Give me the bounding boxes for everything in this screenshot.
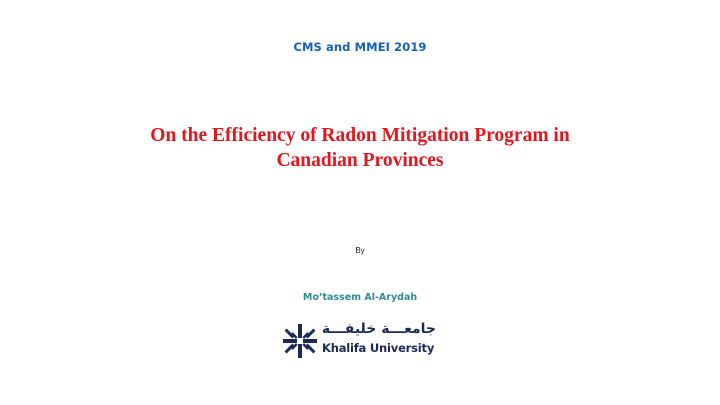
logo-english-text: Khalifa University [322, 341, 435, 355]
author-name: Mo’tassem Al-Arydah [302, 292, 418, 303]
slide-title-line-1: On the Efficiency of Radon Mitigation Program in [150, 125, 570, 146]
logo-arabic-text: جامعـــة خليفـــة [321, 321, 436, 337]
conference-label: CMS and MMEI 2019 [293, 40, 427, 54]
khalifa-university-logo [282, 321, 442, 363]
khalifa-emblem-icon [282, 323, 318, 359]
slide-title-line-2: Canadian Provinces [276, 150, 444, 171]
slide-title [0, 123, 720, 173]
by-label: By [355, 246, 365, 255]
